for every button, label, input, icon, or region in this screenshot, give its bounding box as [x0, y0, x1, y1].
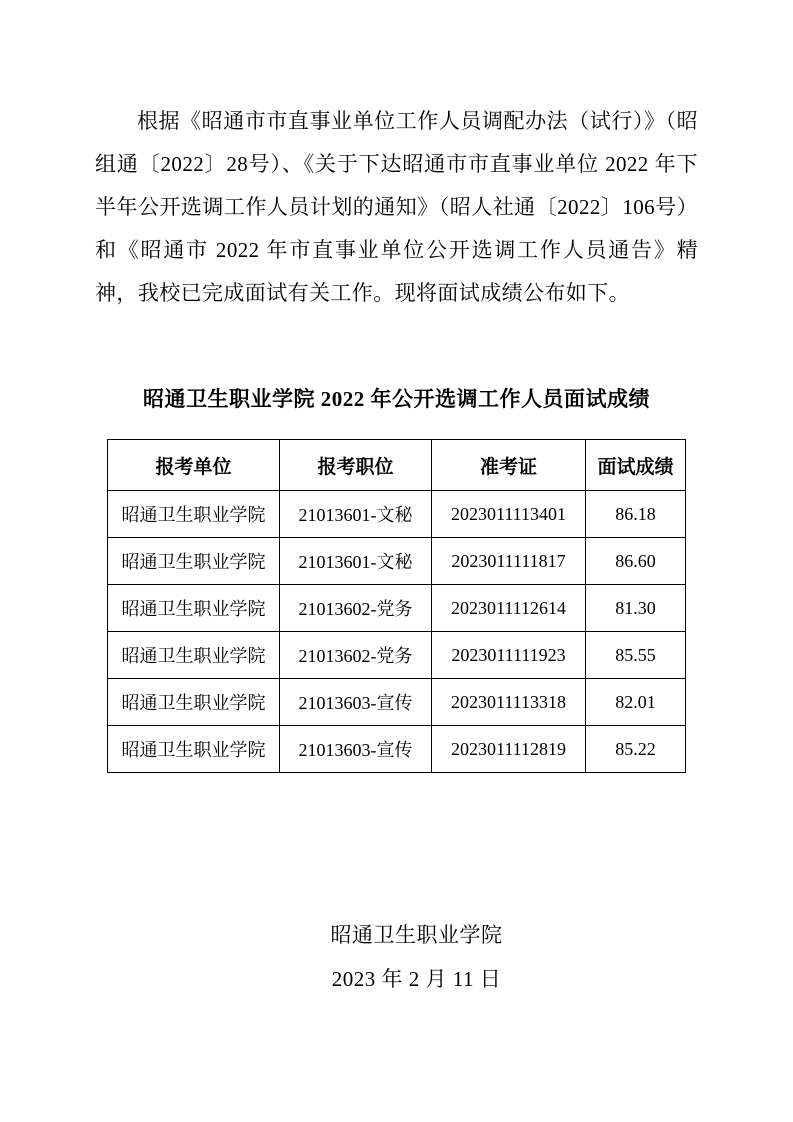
table-row: [108, 491, 686, 538]
table-row: [108, 585, 686, 632]
signature-organization: 昭通卫生职业学院: [330, 923, 503, 947]
cell-admission-ticket: 2023011111817: [432, 538, 586, 585]
cell-admission-ticket: 2023011113318: [432, 679, 586, 726]
signature-block: [95, 913, 698, 1001]
cell-score: 86.60: [586, 538, 686, 585]
cell-unit: 昭通卫生职业学院: [108, 538, 280, 585]
table-row: [108, 538, 686, 585]
cell-position: 21013602-党务: [280, 585, 432, 632]
column-header-score: 面试成绩: [586, 440, 686, 491]
page-title: 昭通卫生职业学院 2022 年公开选调工作人员面试成绩: [143, 387, 650, 411]
table-row: [108, 632, 686, 679]
cell-admission-ticket: 2023011112819: [432, 726, 586, 773]
cell-admission-ticket: 2023011112614: [432, 585, 586, 632]
cell-unit: 昭通卫生职业学院: [108, 632, 280, 679]
table-header-row: [108, 440, 686, 491]
cell-score: 85.22: [586, 726, 686, 773]
signature-date: 2023 年 2 月 11 日: [331, 967, 502, 991]
cell-position: 21013603-宣传: [280, 679, 432, 726]
column-header-position: 报考职位: [280, 440, 432, 491]
cell-unit: 昭通卫生职业学院: [108, 679, 280, 726]
table-body: [108, 491, 686, 773]
cell-position: 21013601-文秘: [280, 491, 432, 538]
column-header-admission-ticket: 准考证: [432, 440, 586, 491]
cell-admission-ticket: 2023011111923: [432, 632, 586, 679]
cell-position: 21013601-文秘: [280, 538, 432, 585]
cell-admission-ticket: 2023011113401: [432, 491, 586, 538]
cell-score: 82.01: [586, 679, 686, 726]
table-row: [108, 679, 686, 726]
cell-unit: 昭通卫生职业学院: [108, 585, 280, 632]
cell-unit: 昭通卫生职业学院: [108, 491, 280, 538]
interview-scores-table: [107, 439, 686, 773]
table-row: [108, 726, 686, 773]
cell-position: 21013603-宣传: [280, 726, 432, 773]
cell-score: 86.18: [586, 491, 686, 538]
cell-unit: 昭通卫生职业学院: [108, 726, 280, 773]
cell-score: 85.55: [586, 632, 686, 679]
column-header-unit: 报考单位: [108, 440, 280, 491]
cell-score: 81.30: [586, 585, 686, 632]
cell-position: 21013602-党务: [280, 632, 432, 679]
intro-paragraph: 根据《昭通市市直事业单位工作人员调配办法（试行）》（昭组通〔2022〕28号）、《关于下达昭通市市直事业单位 2022 年下半年公开选调工作人员计划的通知》（昭人社通〔2022〕106号）和《昭通市 2022 年市直事业单位公开选调工作人员通告》精神，我校已完成面试有关工作。现将面试成绩公布如下。: [95, 109, 698, 305]
